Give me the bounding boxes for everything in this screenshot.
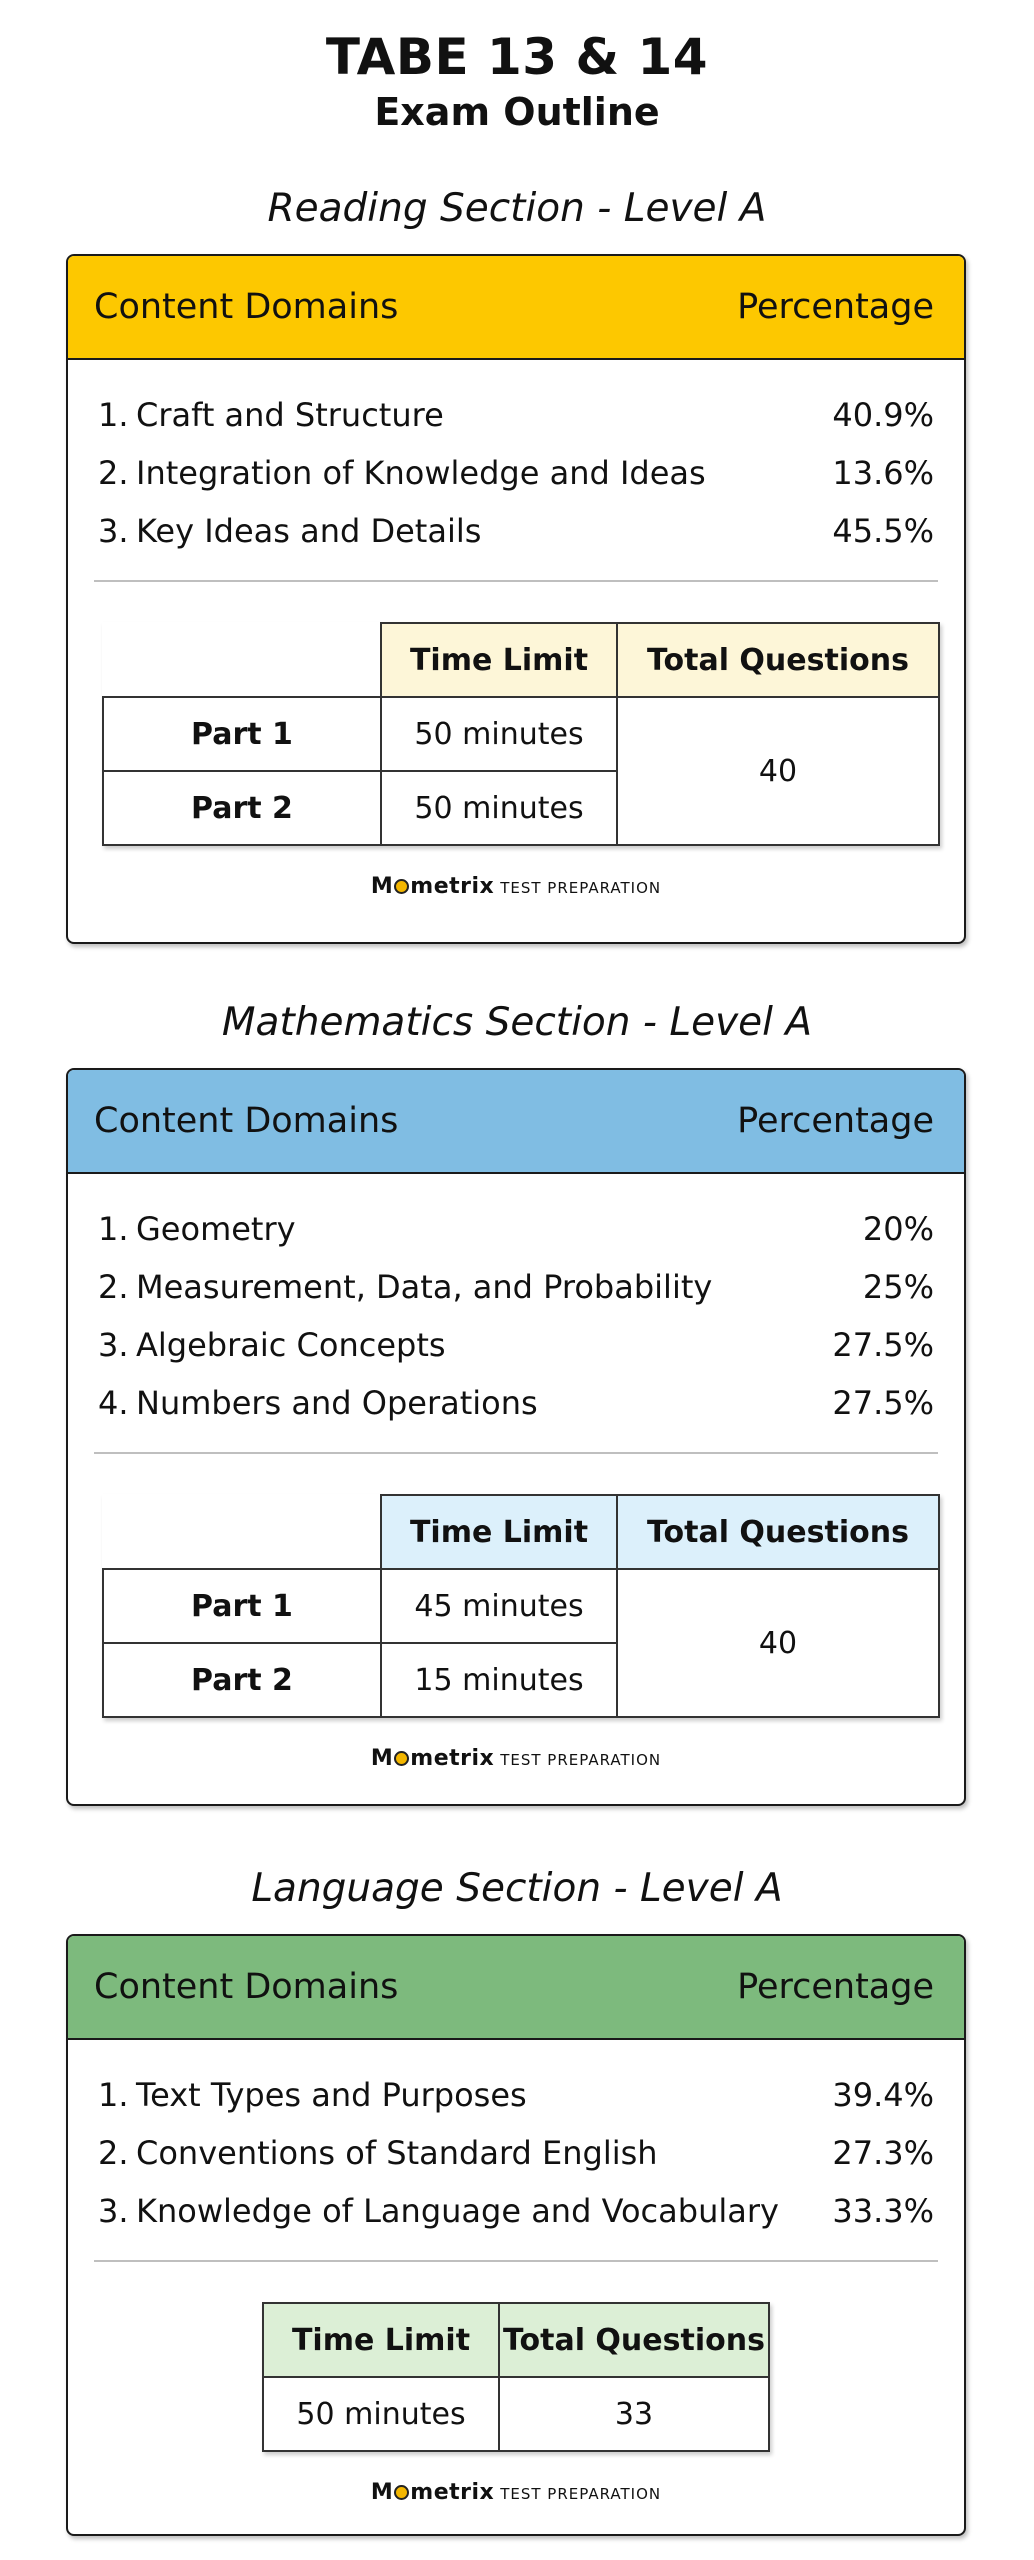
domain-name: Craft and Structure: [136, 396, 444, 434]
language-section-title: Language Section - Level A: [251, 1866, 783, 1911]
domain-name: Numbers and Operations: [136, 1384, 538, 1422]
part-label: Part 2: [103, 1643, 381, 1717]
domain-percentage: 27.3%: [832, 2134, 934, 2172]
reading-card-header: [68, 256, 964, 360]
domain-list: [68, 2040, 964, 2240]
page-subtitle: Exam Outline: [374, 90, 660, 134]
time-limit-header: Time Limit: [381, 1495, 617, 1569]
percentage-header: Percentage: [737, 287, 934, 327]
time-limit-header: Time Limit: [381, 623, 617, 697]
domain-percentage: 27.5%: [832, 1384, 934, 1422]
domain-percentage: 45.5%: [832, 512, 934, 550]
time-limit-table: [262, 2302, 770, 2452]
domain-name: Geometry: [136, 1210, 296, 1248]
domain-percentage: 40.9%: [832, 396, 934, 434]
domain-name: Text Types and Purposes: [136, 2076, 527, 2114]
domain-number: 2.: [98, 1268, 129, 1306]
list-item: [98, 1316, 934, 1374]
reading-card: [66, 254, 966, 944]
total-questions-header: Total Questions: [499, 2303, 769, 2377]
language-card: [66, 1934, 966, 2536]
list-item: [98, 2124, 934, 2182]
domain-number: 3.: [98, 512, 129, 550]
domain-name: Knowledge of Language and Vocabulary: [136, 2192, 779, 2230]
list-item: [98, 1200, 934, 1258]
part-label: Part 1: [103, 697, 381, 771]
domain-percentage: 13.6%: [832, 454, 934, 492]
domain-number: 1.: [98, 396, 129, 434]
domain-number: 1.: [98, 2076, 129, 2114]
time-limit-table: [102, 1494, 940, 1718]
domain-number: 2.: [98, 2134, 129, 2172]
domain-name: Measurement, Data, and Probability: [136, 1268, 713, 1306]
domain-list: [68, 360, 964, 560]
total-questions-header: Total Questions: [617, 623, 939, 697]
total-questions-value: 33: [499, 2377, 769, 2451]
domain-name: Key Ideas and Details: [136, 512, 482, 550]
percentage-header: Percentage: [737, 1101, 934, 1141]
domain-percentage: 39.4%: [832, 2076, 934, 2114]
brand-logo: M metrix TEST PREPARATION: [370, 2480, 662, 2505]
time-value: 50 minutes: [381, 697, 617, 771]
time-limit-header: Time Limit: [263, 2303, 499, 2377]
brand-o-icon: [394, 879, 409, 894]
domain-number: 2.: [98, 454, 129, 492]
brand-logo: M metrix TEST PREPARATION: [370, 1746, 662, 1771]
content-domains-header: Content Domains: [94, 1967, 399, 2007]
list-item: [98, 502, 934, 560]
list-item: [98, 1374, 934, 1432]
domain-name: Integration of Knowledge and Ideas: [136, 454, 706, 492]
domain-name: Algebraic Concepts: [136, 1326, 446, 1364]
brand-o-icon: [394, 2485, 409, 2500]
domain-number: 4.: [98, 1384, 129, 1422]
mathematics-card-header: [68, 1070, 964, 1174]
domain-percentage: 27.5%: [832, 1326, 934, 1364]
domain-percentage: 33.3%: [832, 2192, 934, 2230]
brand-o-icon: [394, 1751, 409, 1766]
mathematics-card: [66, 1068, 966, 1806]
list-item: [98, 444, 934, 502]
language-card-header: [68, 1936, 964, 2040]
page-title: TABE 13 & 14: [325, 28, 709, 86]
total-questions-value: 40: [617, 697, 939, 845]
time-value: 50 minutes: [381, 771, 617, 845]
domain-name: Conventions of Standard English: [136, 2134, 658, 2172]
brand-logo: M metrix TEST PREPARATION: [370, 874, 662, 899]
domain-number: 3.: [98, 1326, 129, 1364]
list-item: [98, 1258, 934, 1316]
time-limit-table: [102, 622, 940, 846]
time-value: 50 minutes: [263, 2377, 499, 2451]
part-label: Part 2: [103, 771, 381, 845]
domain-percentage: 20%: [862, 1210, 934, 1248]
list-item: [98, 386, 934, 444]
domain-percentage: 25%: [862, 1268, 934, 1306]
time-value: 45 minutes: [381, 1569, 617, 1643]
list-item: [98, 2182, 934, 2240]
percentage-header: Percentage: [737, 1967, 934, 2007]
content-domains-header: Content Domains: [94, 1101, 399, 1141]
total-questions-header: Total Questions: [617, 1495, 939, 1569]
domain-number: 3.: [98, 2192, 129, 2230]
list-item: [98, 2066, 934, 2124]
time-value: 15 minutes: [381, 1643, 617, 1717]
part-label: Part 1: [103, 1569, 381, 1643]
domain-list: [68, 1174, 964, 1432]
domain-number: 1.: [98, 1210, 129, 1248]
total-questions-value: 40: [617, 1569, 939, 1717]
reading-section-title: Reading Section - Level A: [267, 186, 767, 231]
mathematics-section-title: Mathematics Section - Level A: [221, 1000, 813, 1045]
content-domains-header: Content Domains: [94, 287, 399, 327]
